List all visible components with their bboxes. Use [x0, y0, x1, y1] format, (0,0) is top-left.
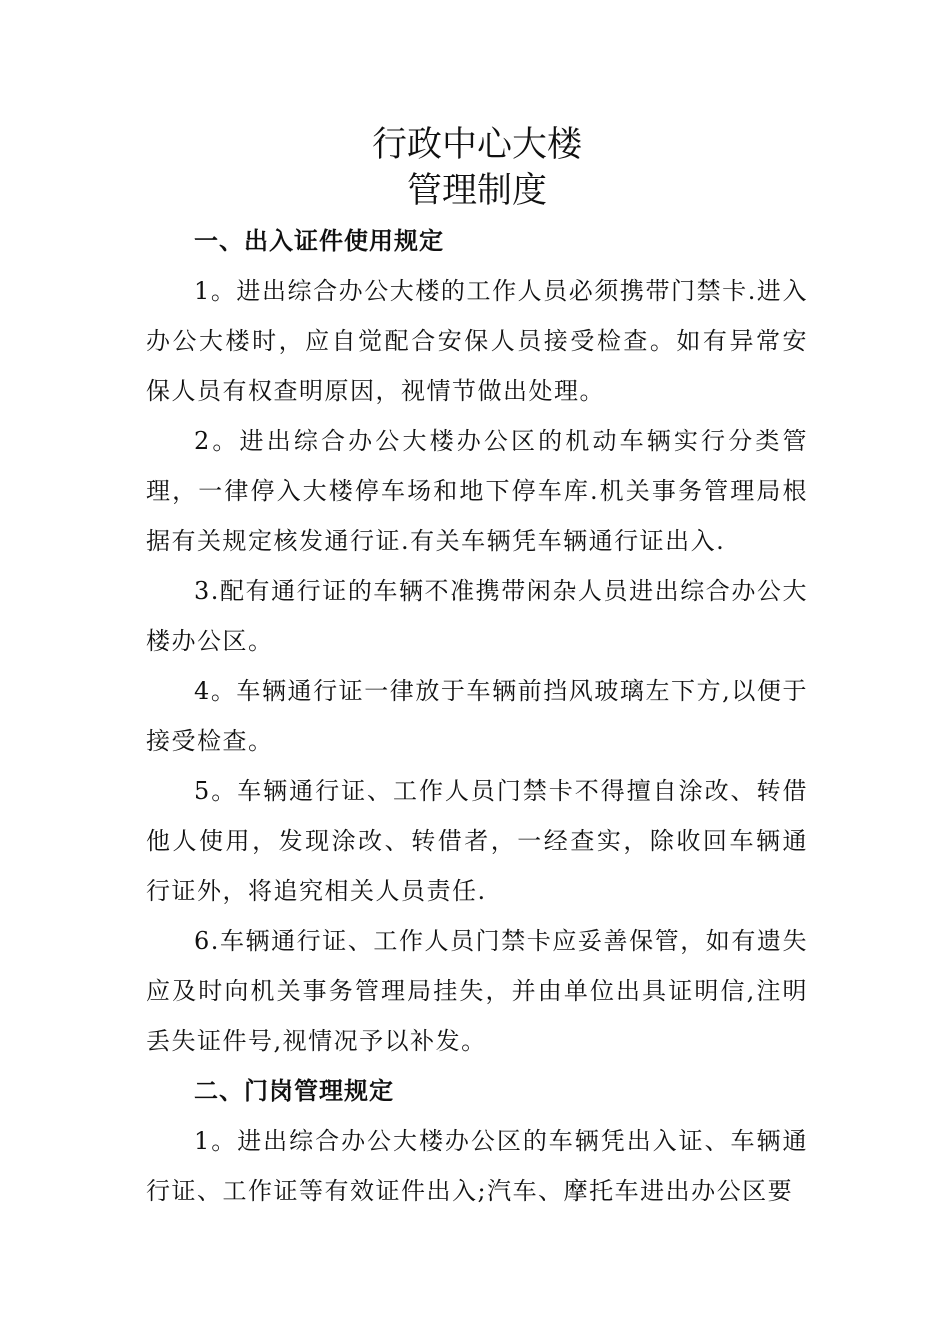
- paragraph: 6.车辆通行证、工作人员门禁卡应妥善保管，如有遗失应及时向机关事务管理局挂失，并由单位出具证明信,注明丢失证件号,视情况予以补发。: [146, 927, 808, 1055]
- section-heading: 一、出入证件使用规定: [194, 226, 444, 255]
- document-title-line1: 行政中心大楼: [371, 125, 582, 165]
- paragraph: 4。车辆通行证一律放于车辆前挡风玻璃左下方,以便于接受检查。: [146, 677, 808, 755]
- paragraph: 2。进出综合办公大楼办公区的机动车辆实行分类管理，一律停入大楼停车场和地下停车库.机关事务管理局根据有关规定核发通行证.有关车辆凭车辆通行证出入.: [146, 427, 808, 555]
- section-2: [146, 1066, 808, 1216]
- paragraph: 1。进出综合办公大楼办公区的车辆凭出入证、车辆通行证、工作证等有效证件出入;汽车、摩托车进出办公区要: [146, 1127, 808, 1205]
- document-title-line2: 管理制度: [406, 171, 547, 211]
- section-heading: 二、门岗管理规定: [194, 1076, 394, 1105]
- document-page: [146, 122, 808, 1216]
- paragraph: 3.配有通行证的车辆不准携带闲杂人员进出综合办公大楼办公区。: [146, 577, 808, 655]
- paragraph: 1。进出综合办公大楼的工作人员必须携带门禁卡.进入办公大楼时，应自觉配合安保人员接受检查。如有异常安保人员有权查明原因，视情节做出处理。: [146, 277, 808, 405]
- paragraph: 5。车辆通行证、工作人员门禁卡不得擅自涂改、转借他人使用，发现涂改、转借者，一经查实，除收回车辆通行证外，将追究相关人员责任.: [146, 777, 808, 905]
- section-1: [146, 216, 808, 1066]
